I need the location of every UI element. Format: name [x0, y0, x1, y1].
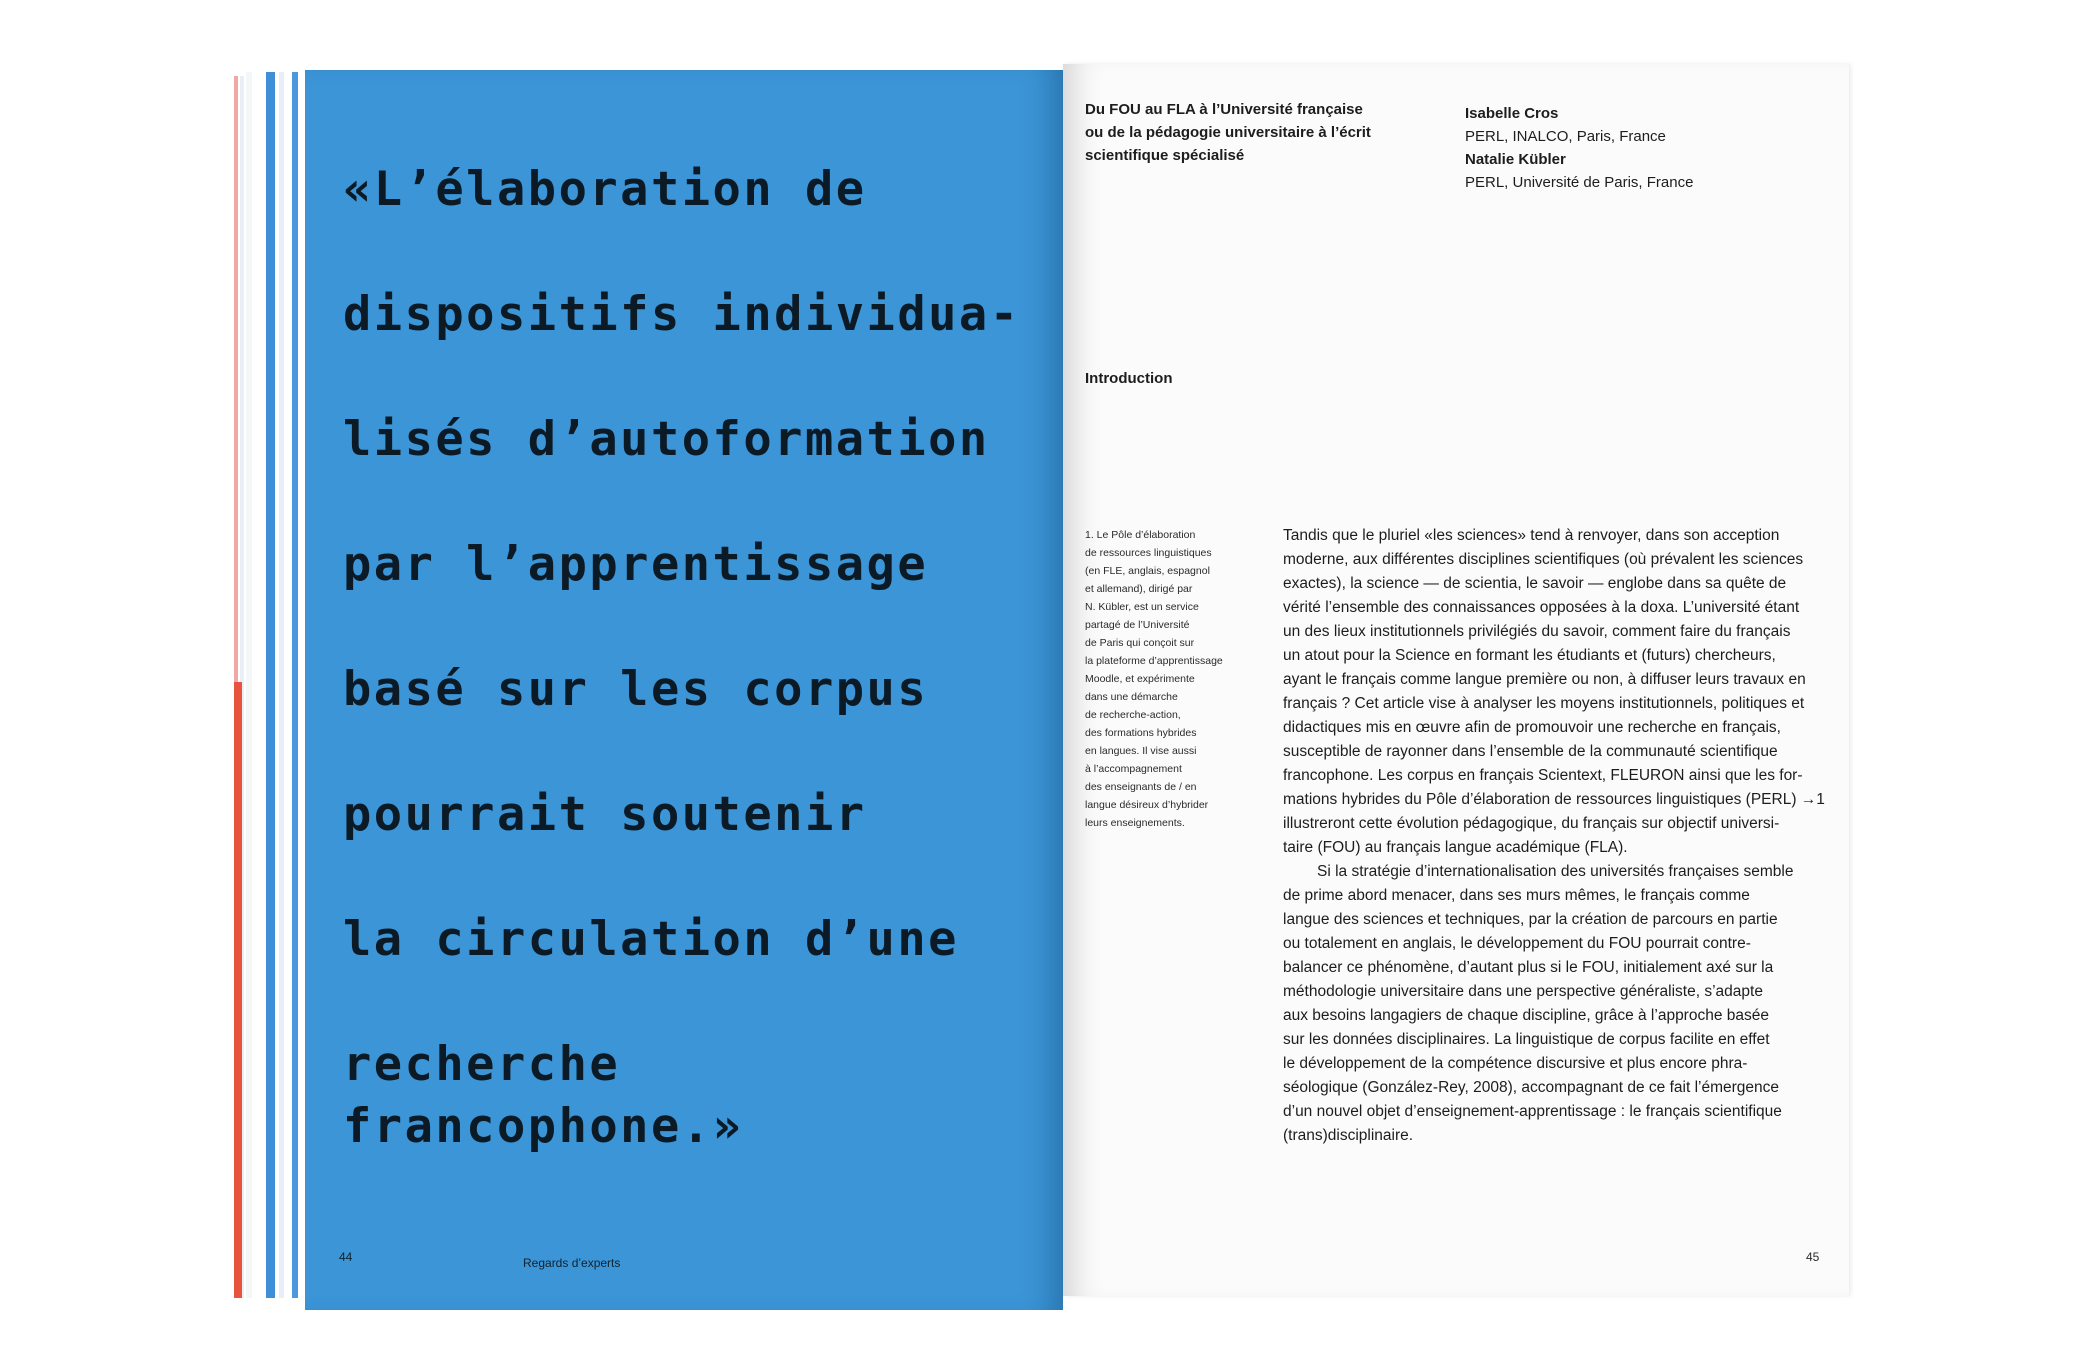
page-edge-blue — [292, 72, 298, 1298]
section-heading: Introduction — [1085, 370, 1173, 387]
footnote-line: à l’accompagnement — [1085, 763, 1182, 775]
quote-line: lisés d’autoformation — [343, 411, 990, 467]
body-line: moderne, aux différentes disciplines scientifiques (où prévalent les sciences — [1283, 551, 1804, 568]
title-line: scientifique spécialisé — [1085, 147, 1245, 164]
body-line: méthodologie universitaire dans une perspective généraliste, s’adapte — [1283, 983, 1763, 1000]
body-text — [1283, 524, 1833, 1148]
body-line: aux besoins langagiers de chaque discipline, grâce à l’approche basée — [1283, 1007, 1769, 1024]
body-line: taire (FOU) au français langue académique (FLA). — [1283, 839, 1628, 856]
footnote-line: 1. Le Pôle d’élaboration — [1085, 529, 1196, 541]
body-line: susceptible de rayonner dans l’ensemble de la communauté scientifique — [1283, 743, 1778, 760]
footnote-line: leurs enseignements. — [1085, 817, 1185, 829]
page-number: 45 — [1806, 1250, 1820, 1264]
page-edge — [246, 72, 252, 1298]
quote-line: dispositifs individua- — [343, 286, 1021, 342]
body-line: mations hybrides du Pôle d’élaboration de ressources linguistiques (PERL) →1 — [1283, 791, 1825, 808]
body-line: (trans)disciplinaire. — [1283, 1127, 1414, 1144]
footnote — [1085, 526, 1255, 832]
footnote-line: des enseignants de / en — [1085, 781, 1197, 793]
article-title — [1085, 98, 1415, 167]
author-affiliation: PERL, Université de Paris, France — [1465, 174, 1694, 191]
footnote-line: la plateforme d’apprentissage — [1085, 655, 1223, 667]
body-line: Si la stratégie d’internationalisation des universités françaises semble — [1317, 863, 1794, 880]
quote-line: la circulation d’une — [343, 911, 959, 967]
footnote-line: de ressources linguistiques — [1085, 547, 1212, 559]
page-edge-blue — [266, 72, 275, 1298]
author-block — [1465, 102, 1795, 194]
body-line: de prime abord menacer, dans ses murs mêmes, le français comme — [1283, 887, 1750, 904]
footnote-line: N. Kübler, est un service — [1085, 601, 1199, 613]
body-line: vérité l’ensemble des connaissances opposées à la doxa. L’université étant — [1283, 599, 1800, 616]
quote-line: recherche francophone.» — [343, 1036, 744, 1154]
author-name: Natalie Kübler — [1465, 151, 1566, 168]
body-line: ayant le français comme langue première ou non, à diffuser leurs travaux en — [1283, 671, 1806, 688]
page-edge — [279, 72, 284, 1298]
footnote-line: partagé de l’Université — [1085, 619, 1190, 631]
pull-quote — [343, 96, 1043, 1159]
body-line: didactiques mis en œuvre afin de promouvoir une recherche en français, — [1283, 719, 1781, 736]
quote-line: par l’apprentissage — [343, 536, 929, 592]
running-head: Regards d’experts — [523, 1256, 621, 1270]
body-line: francophone. Les corpus en français Scientext, FLEURON ainsi que les for- — [1283, 767, 1803, 784]
footnote-line: langue désireux d’hybrider — [1085, 799, 1209, 811]
body-line: ou totalement en anglais, le développement du FOU pourrait contre- — [1283, 935, 1751, 952]
quote-line: «L’élaboration de — [343, 161, 867, 217]
body-line: langue des sciences et techniques, par la création de parcours en partie — [1283, 911, 1778, 928]
author-affiliation: PERL, INALCO, Paris, France — [1465, 128, 1666, 145]
body-line: séologique (González-Rey, 2008), accompagnant de ce fait l’émergence — [1283, 1079, 1779, 1096]
footnote-line: des formations hybrides — [1085, 727, 1197, 739]
body-line: exactes), la science — de scientia, le savoir — englobe dans sa quête de — [1283, 575, 1787, 592]
body-line: Tandis que le pluriel «les sciences» tend à renvoyer, dans son acception — [1283, 527, 1780, 544]
left-page — [305, 70, 1063, 1310]
body-line: balancer ce phénomène, d’autant plus si le FOU, initialement axé sur la — [1283, 959, 1774, 976]
body-line: le développement de la compétence discursive et plus encore phra- — [1283, 1055, 1748, 1072]
title-line: ou de la pédagogie universitaire à l’écrit — [1085, 124, 1371, 141]
quote-line: pourrait soutenir — [343, 786, 867, 842]
right-page — [1063, 64, 1849, 1296]
body-line: un atout pour la Science en formant les étudiants et (futurs) chercheurs, — [1283, 647, 1776, 664]
body-line: français ? Cet article vise à analyser les moyens institutionnels, politiques et — [1283, 695, 1805, 712]
body-line: un des lieux institutionnels privilégiés du savoir, comment faire du français — [1283, 623, 1791, 640]
page-edge-red — [234, 682, 242, 1298]
body-line: illustreront cette évolution pédagogique, du français sur objectif universi- — [1283, 815, 1780, 832]
page-number: 44 — [339, 1250, 353, 1264]
footnote-line: de Paris qui conçoit sur — [1085, 637, 1195, 649]
quote-line: basé sur les corpus — [343, 661, 929, 717]
footnote-line: (en FLE, anglais, espagnol — [1085, 565, 1210, 577]
body-line: d’un nouvel objet d’enseignement-apprentissage : le français scientifique — [1283, 1103, 1782, 1120]
footnote-line: et allemand), dirigé par — [1085, 583, 1193, 595]
title-line: Du FOU au FLA à l’Université française — [1085, 101, 1363, 118]
author-name: Isabelle Cros — [1465, 105, 1559, 122]
footnote-line: Moodle, et expérimente — [1085, 673, 1195, 685]
footnote-line: de recherche-action, — [1085, 709, 1181, 721]
footnote-line: en langues. Il vise aussi — [1085, 745, 1197, 757]
footnote-line: dans une démarche — [1085, 691, 1178, 703]
body-line: sur les données disciplinaires. La linguistique de corpus facilite en effet — [1283, 1031, 1770, 1048]
